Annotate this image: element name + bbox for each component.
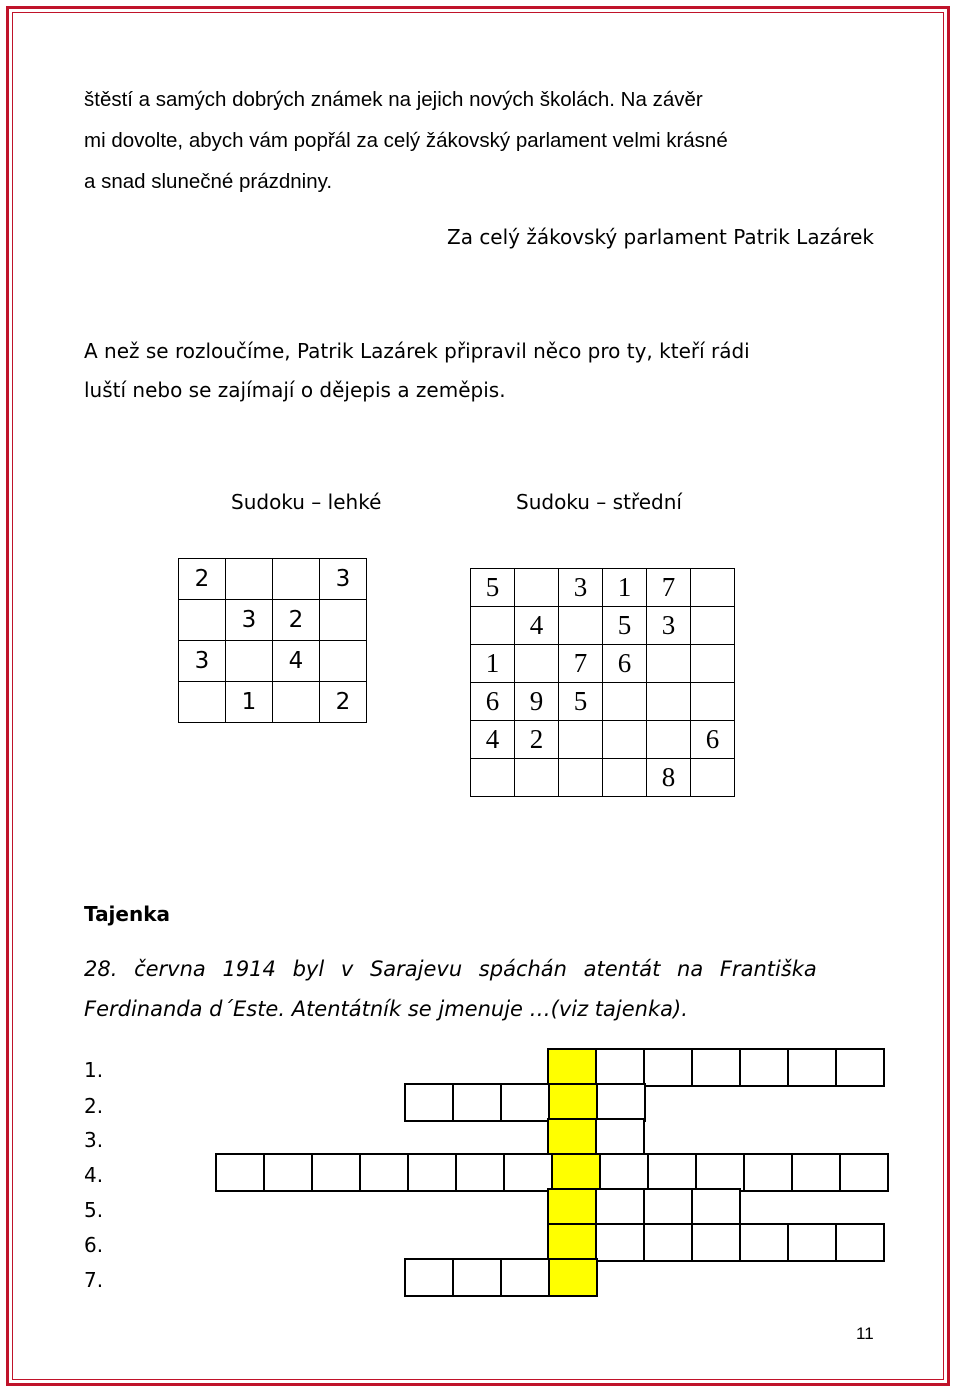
sudoku-cell[interactable]: 7 (559, 645, 603, 683)
crossword-cell[interactable] (263, 1153, 313, 1192)
sudoku-cell[interactable] (273, 559, 320, 600)
crossword-cell[interactable] (839, 1153, 889, 1192)
sudoku-medium-title: Sudoku – střední (516, 490, 682, 514)
crossword-cell[interactable] (500, 1258, 550, 1297)
crossword-row-number: 4. (84, 1163, 104, 1187)
crossword-cell[interactable] (643, 1223, 693, 1262)
crossword-row-number: 3. (84, 1128, 104, 1152)
sudoku-cell[interactable]: 3 (226, 600, 273, 641)
sudoku-cell[interactable]: 3 (559, 569, 603, 607)
crossword-cell[interactable] (547, 1048, 597, 1087)
crossword-row-6 (549, 1223, 885, 1262)
crossword-cell[interactable] (599, 1153, 649, 1192)
crossword-cell[interactable] (503, 1153, 553, 1192)
crossword-cell[interactable] (595, 1223, 645, 1262)
sudoku-cell[interactable] (691, 645, 735, 683)
paragraph-line: A než se rozloučíme, Patrik Lazárek připravil něco pro ty, kteří rádi (84, 339, 750, 363)
crossword-cell[interactable] (739, 1048, 789, 1087)
crossword-cell[interactable] (787, 1048, 837, 1087)
sudoku-cell[interactable] (691, 569, 735, 607)
crossword-cell[interactable] (404, 1083, 454, 1122)
signature: Za celý žákovský parlament Patrik Lazárek (447, 225, 874, 249)
sudoku-easy-title: Sudoku – lehké (231, 490, 382, 514)
sudoku-cell[interactable] (515, 569, 559, 607)
sudoku-cell[interactable]: 1 (603, 569, 647, 607)
sudoku-cell[interactable]: 4 (471, 721, 515, 759)
sudoku-cell[interactable]: 3 (647, 607, 691, 645)
crossword-row-number: 1. (84, 1058, 104, 1082)
crossword-cell[interactable] (647, 1153, 697, 1192)
sudoku-cell[interactable] (273, 682, 320, 723)
crossword-row-2 (406, 1083, 646, 1122)
crossword-cell[interactable] (691, 1188, 741, 1227)
crossword-cell[interactable] (595, 1188, 645, 1227)
paragraph-line: luští nebo se zajímají o dějepis a zeměpis. (84, 378, 506, 402)
crossword-row-number: 6. (84, 1233, 104, 1257)
crossword-cell[interactable] (791, 1153, 841, 1192)
sudoku-cell[interactable] (320, 600, 367, 641)
paragraph-line: mi dovolte, abych vám popřál za celý žákovský parlament velmi krásné (84, 129, 728, 152)
sudoku-cell[interactable] (226, 559, 273, 600)
sudoku-cell[interactable] (179, 682, 226, 723)
sudoku-cell[interactable] (515, 645, 559, 683)
sudoku-cell[interactable] (691, 759, 735, 797)
sudoku-cell[interactable] (603, 721, 647, 759)
crossword-cell[interactable] (835, 1223, 885, 1262)
crossword-cell[interactable] (215, 1153, 265, 1192)
crossword-cell[interactable] (548, 1083, 598, 1122)
sudoku-cell[interactable] (603, 759, 647, 797)
sudoku-cell[interactable] (471, 759, 515, 797)
crossword-cell[interactable] (643, 1048, 693, 1087)
sudoku-cell[interactable] (647, 645, 691, 683)
crossword-row-number: 7. (84, 1268, 104, 1292)
crossword-cell[interactable] (547, 1223, 597, 1262)
crossword-cell[interactable] (404, 1258, 454, 1297)
sudoku-cell[interactable]: 9 (515, 683, 559, 721)
sudoku-cell[interactable] (471, 607, 515, 645)
sudoku-cell[interactable]: 2 (273, 600, 320, 641)
sudoku-medium-grid (470, 568, 735, 797)
sudoku-cell[interactable]: 6 (603, 645, 647, 683)
crossword-cell[interactable] (452, 1258, 502, 1297)
sudoku-cell[interactable]: 5 (559, 683, 603, 721)
crossword-cell[interactable] (547, 1188, 597, 1227)
sudoku-cell[interactable] (559, 721, 603, 759)
paragraph-line: a snad slunečné prázdniny. (84, 170, 333, 193)
paragraph-line: štěstí a samých dobrých známek na jejich nových školách. Na závěr (84, 88, 703, 111)
sudoku-cell[interactable]: 5 (603, 607, 647, 645)
crossword-row-3 (549, 1118, 645, 1157)
sudoku-cell[interactable]: 2 (320, 682, 367, 723)
crossword-cell[interactable] (691, 1048, 741, 1087)
crossword-cell[interactable] (643, 1188, 693, 1227)
tajenka-heading: Tajenka (84, 902, 171, 926)
crossword-row-7 (406, 1258, 598, 1297)
crossword-cell[interactable] (695, 1153, 745, 1192)
sudoku-cell[interactable] (320, 641, 367, 682)
sudoku-cell[interactable]: 1 (471, 645, 515, 683)
sudoku-cell[interactable]: 4 (273, 641, 320, 682)
crossword-cell[interactable] (359, 1153, 409, 1192)
sudoku-cell[interactable]: 6 (471, 683, 515, 721)
crossword-cell[interactable] (595, 1118, 645, 1157)
crossword-row-number: 2. (84, 1094, 104, 1118)
sudoku-cell[interactable]: 8 (647, 759, 691, 797)
crossword-cell[interactable] (835, 1048, 885, 1087)
sudoku-cell[interactable]: 2 (179, 559, 226, 600)
tajenka-clue-line: Ferdinanda d´Este. Atentátník se jmenuje …(viz tajenka). (84, 997, 688, 1021)
crossword-cell[interactable] (548, 1258, 598, 1297)
sudoku-cell[interactable]: 7 (647, 569, 691, 607)
sudoku-cell[interactable]: 3 (179, 641, 226, 682)
crossword-cell[interactable] (547, 1118, 597, 1157)
crossword-cell[interactable] (407, 1153, 457, 1192)
sudoku-cell[interactable]: 2 (515, 721, 559, 759)
sudoku-cell[interactable]: 1 (226, 682, 273, 723)
crossword-cell[interactable] (311, 1153, 361, 1192)
tajenka-clue-line: 28. června 1914 byl v Sarajevu spáchán atentát na Františka (84, 957, 817, 981)
crossword-cell[interactable] (596, 1083, 646, 1122)
crossword-row-5 (549, 1188, 741, 1227)
sudoku-cell[interactable] (559, 607, 603, 645)
sudoku-cell[interactable] (691, 683, 735, 721)
sudoku-cell[interactable] (691, 607, 735, 645)
sudoku-cell[interactable] (179, 600, 226, 641)
crossword-cell[interactable] (452, 1083, 502, 1122)
crossword-cell[interactable] (787, 1223, 837, 1262)
sudoku-cell[interactable] (603, 683, 647, 721)
sudoku-cell[interactable]: 4 (515, 607, 559, 645)
crossword-row-number: 5. (84, 1198, 104, 1222)
sudoku-cell[interactable]: 6 (691, 721, 735, 759)
crossword-cell[interactable] (595, 1048, 645, 1087)
sudoku-cell[interactable]: 5 (471, 569, 515, 607)
page-number: 11 (856, 1324, 874, 1343)
crossword-row-1 (549, 1048, 885, 1087)
sudoku-cell[interactable] (647, 683, 691, 721)
crossword-row-4 (217, 1153, 889, 1192)
sudoku-cell[interactable] (559, 759, 603, 797)
crossword-cell[interactable] (500, 1083, 550, 1122)
crossword-cell[interactable] (743, 1153, 793, 1192)
crossword-cell[interactable] (455, 1153, 505, 1192)
crossword-cell[interactable] (691, 1223, 741, 1262)
sudoku-easy-grid (178, 558, 367, 723)
sudoku-cell[interactable] (647, 721, 691, 759)
sudoku-cell[interactable] (515, 759, 559, 797)
crossword-cell[interactable] (551, 1153, 601, 1192)
sudoku-cell[interactable]: 3 (320, 559, 367, 600)
crossword-cell[interactable] (739, 1223, 789, 1262)
sudoku-cell[interactable] (226, 641, 273, 682)
